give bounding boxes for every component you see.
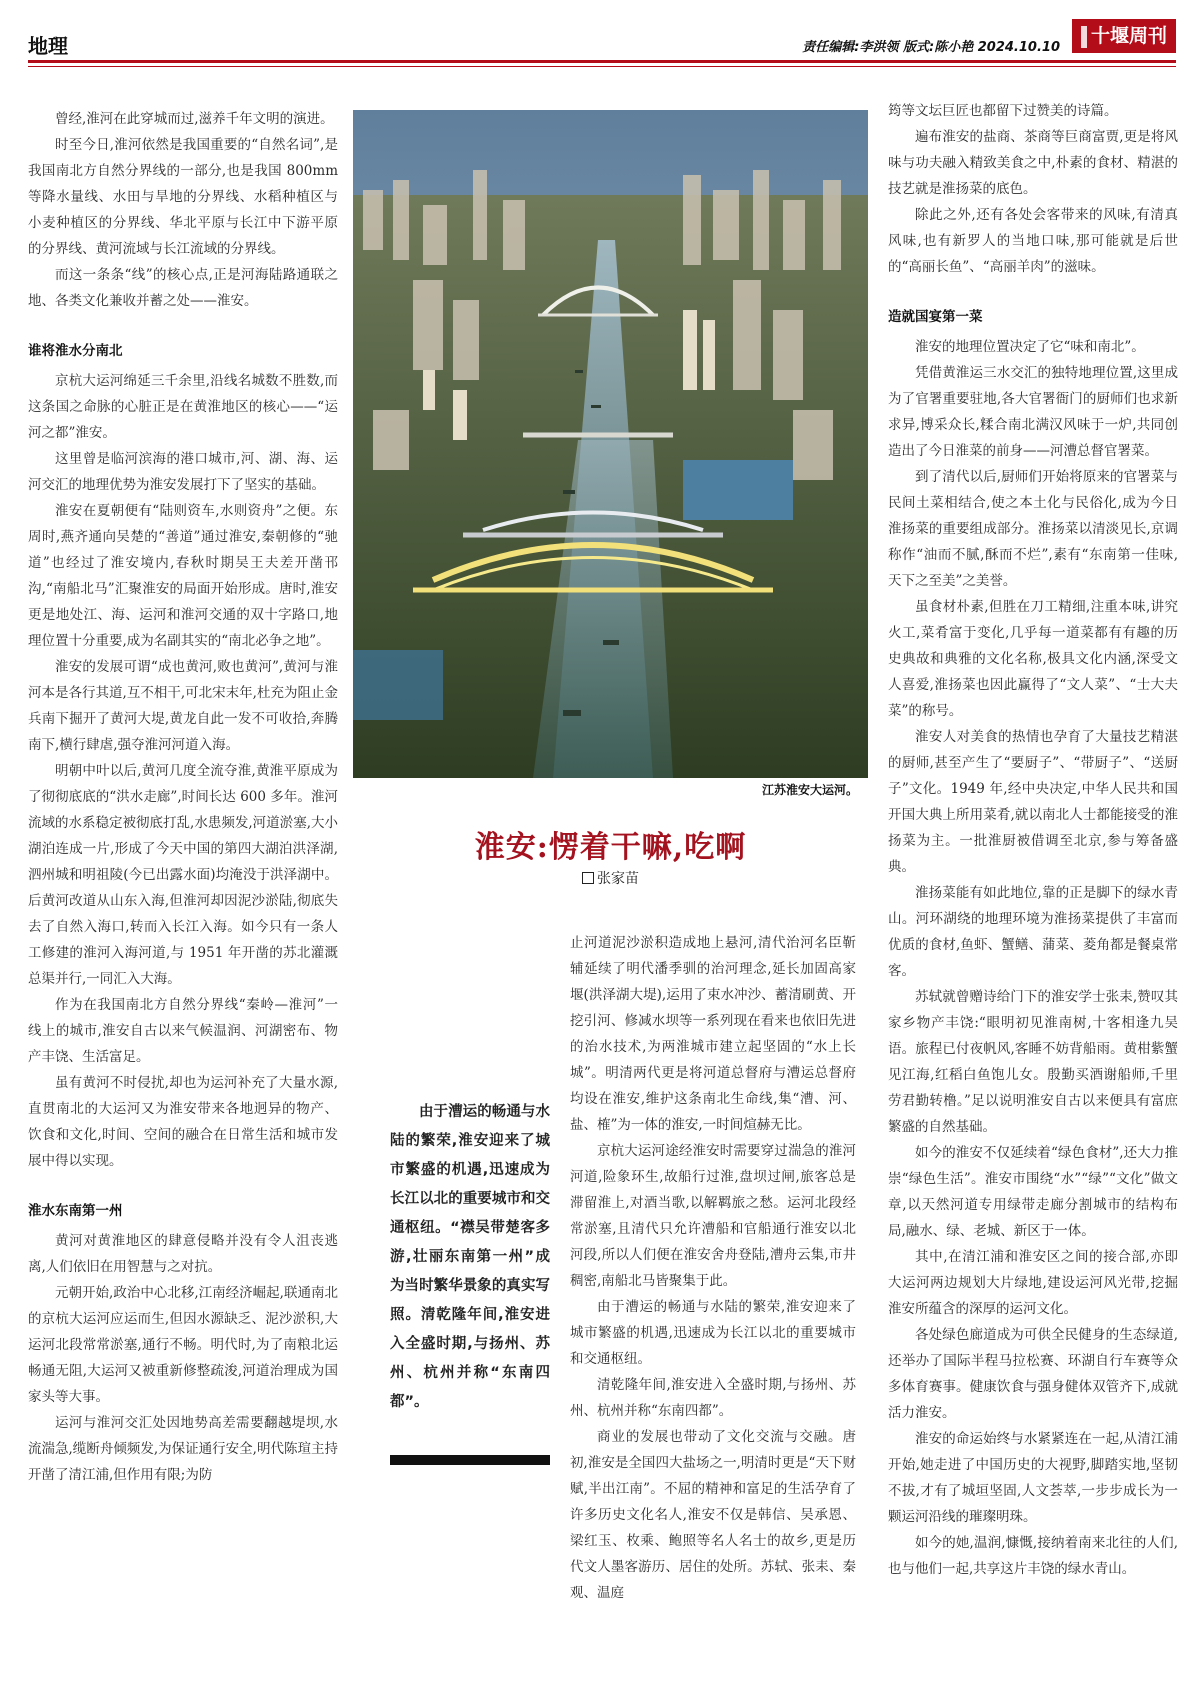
paragraph: 商业的发展也带动了文化交流与交融。唐初,淮安是全国四大盐场之一,明清时更是“天下财赋,半出江南”。不屈的精神和富足的生活孕育了许多历史文化名人,淮安不仅是韩信、吴承恩、梁红玉、枚乘、鲍照等名人名士的故乡,更是历代文人墨客游历、居住的处所。苏轼、张耒、秦观、温庭 [570, 1429, 856, 1601]
paragraph: 到了清代以后,厨师们开始将原来的官署菜与民间土菜相结合,使之本土化与民俗化,成为今日淮扬菜的重要组成部分。淮扬菜以清淡见长,京调称作“油而不腻,酥而不烂”,素有“东南第一佳味,天下之至美”之美誉。 [888, 469, 1178, 589]
pull-quote-rule [390, 1455, 550, 1465]
section-label: 地理 [28, 34, 68, 58]
column-left [28, 106, 338, 1696]
paragraph: 各处绿色廊道成为可供全民健身的生态绿道,还举办了国际半程马拉松赛、环湖自行车赛等众多体育赛事。健康饮食与强身健体双管齐下,成就活力淮安。 [888, 1327, 1178, 1421]
logo-mark-icon [1081, 26, 1087, 48]
paragraph: 淮扬菜能有如此地位,靠的正是脚下的绿水青山。河环湖绕的地理环境为淮扬菜提供了丰富而优质的食材,鱼虾、蟹鳝、蒲菜、菱角都是餐桌常客。 [888, 885, 1178, 979]
paragraph: 止河道泥沙淤积造成地上悬河,清代治河名臣靳辅延续了明代潘季驯的治河理念,延长加固高家堰(洪泽湖大堤),运用了束水冲沙、蓄清刷黄、开挖引河、修减水坝等一系列现在看来也依旧先进的治水技术,为两淮城市建立起坚固的“水上长城”。明清两代更是将河道总督府与漕运总督府均设在淮安,维护这条南北生命线,集“漕、河、盐、榷”为一体的淮安,一时间煊赫无比。 [570, 935, 856, 1133]
subheading: 造就国宴第一菜 [888, 309, 983, 325]
paragraph: 淮安的命运始终与水紧紧连在一起,从清江浦开始,她走进了中国历史的大视野,脚踏实地,坚韧不拔,才有了城垣坚固,人文荟萃,一步步成长为一颗运河沿线的璀璨明珠。 [888, 1431, 1178, 1525]
masthead-title: 十堰周刊 [1090, 25, 1167, 47]
author-name: 张家苗 [597, 871, 639, 887]
subheading: 谁将淮水分南北 [28, 343, 123, 359]
header-rule [28, 60, 1176, 63]
paragraph: 筠等文坛巨匠也都留下过赞美的诗篇。 [888, 103, 1118, 119]
paragraph: 凭借黄淮运三水交汇的独特地理位置,这里成为了官署重要驻地,各大官署衙门的厨师们也求新求异,博采众长,糅合南北满汉风味于一炉,共同创造出了今日淮菜的前身——河漕总督官署菜。 [888, 365, 1178, 459]
pull-quote [390, 1098, 550, 1417]
paragraph: 遍布淮安的盐商、茶商等巨商富贾,更是将风味与功夫融入精致美食之中,朴素的食材、精湛的技艺就是淮扬菜的底色。 [888, 129, 1178, 197]
column-right [888, 98, 1178, 1698]
paragraph: 而这一条条“线”的核心点,正是河海陆路通联之地、各类文化兼收并蓄之处——淮安。 [28, 267, 338, 309]
paragraph: 淮安的发展可谓“成也黄河,败也黄河”,黄河与淮河本是各行其道,互不相干,可北宋末年,杜充为阻止金兵南下掘开了黄河大堤,黄龙自此一发不可收拾,奔腾南下,横行肆虐,强夺淮河河道入海。 [28, 659, 338, 753]
paragraph: 曾经,淮河在此穿城而过,滋养千年文明的演进。 [55, 111, 334, 127]
paragraph: 淮安在夏朝便有“陆则资车,水则资舟”之便。东周时,燕齐通向吴楚的“善道”通过淮安,秦朝修的“驰道”也经过了淮安境内,春秋时期吴王夫差开凿邗沟,“南船北马”汇聚淮安的局面开始形成。唐时,淮安更是地处江、海、运河和淮河交通的双十字路口,地理位置十分重要,成为名副其实的“南北必争之地”。 [28, 503, 338, 649]
paragraph: 京杭大运河绵延三千余里,沿线名城数不胜数,而这条国之命脉的心脏正是在黄淮地区的核心——“运河之都”淮安。 [28, 373, 338, 441]
grand-canal-photo [353, 110, 868, 778]
editor-credits: 责任编辑:李洪领 版式:陈小艳 2024.10.10 [802, 40, 1060, 55]
paragraph: 淮安人对美食的热情也孕育了大量技艺精湛的厨师,甚至产生了“要厨子”、“带厨子”、“送厨子”文化。1949 年,经中央决定,中华人民共和国开国大典上所用菜肴,就以南北人士都能接受的淮扬菜为主。一批淮厨被借调至北京,参与筹备盛典。 [888, 729, 1178, 875]
paragraph: 虽食材朴素,但胜在刀工精细,注重本味,讲究火工,菜肴富于变化,几乎每一道菜都有有趣的历史典故和典雅的文化名称,极具文化内涵,深受文人喜爱,淮扬菜也因此赢得了“文人菜”、“士大夫菜”的称号。 [888, 599, 1178, 719]
column-middle [570, 930, 856, 1700]
paragraph: 运河与淮河交汇处因地势高差需要翻越堤坝,水流湍急,缆断舟倾频发,为保证通行安全,明代陈瑄主持开凿了清江浦,但作用有限;为防 [28, 1415, 338, 1483]
paragraph: 淮安的地理位置决定了它“味和南北”。 [915, 339, 1145, 355]
paragraph: 京杭大运河途经淮安时需要穿过湍急的淮河河道,险象环生,故船行过淮,盘坝过闸,旅客总是滞留淮上,对酒当歌,以解羁旅之愁。运河北段经常淤塞,且清代只允许漕船和官船通行淮安以北河段,所以人们便在淮安舍舟登陆,漕舟云集,市井稠密,南船北马皆聚集于此。 [570, 1143, 856, 1289]
byline [353, 868, 868, 888]
paragraph: 虽有黄河不时侵扰,却也为运河补充了大量水源,直贯南北的大运河又为淮安带来各地迥异的物产、饮食和文化,时间、空间的融合在日常生活和城市发展中得以实现。 [28, 1075, 338, 1169]
paragraph: 其中,在清江浦和淮安区之间的接合部,亦即大运河两边规划大片绿地,建设运河风光带,挖掘淮安所蕴含的深厚的运河文化。 [888, 1249, 1178, 1317]
header-rule-thin [28, 66, 1176, 67]
page-header [0, 0, 1200, 78]
author-box-icon [582, 872, 594, 884]
canal-aerial-illustration [353, 110, 868, 778]
paragraph: 作为在我国南北方自然分界线“秦岭—淮河”一线上的城市,淮安自古以来气候温润、河湖密布、物产丰饶、生活富足。 [28, 997, 338, 1065]
paragraph: 由于漕运的畅通与水陆的繁荣,淮安迎来了城市繁盛的机遇,迅速成为长江以北的重要城市和交通枢纽。 [570, 1299, 856, 1367]
article-title: 淮安:愣着干嘛,吃啊 [474, 830, 747, 865]
paragraph: 清乾隆年间,淮安进入全盛时期,与扬州、苏州、杭州并称“东南四都”。 [570, 1377, 856, 1419]
pull-quote-text: 由于漕运的畅通与水陆的繁荣,淮安迎来了城市繁盛的机遇,迅速成为长江以北的重要城市和交通枢纽。“襟吴带楚客多游,壮丽东南第一州”成为当时繁华景象的真实写照。清乾隆年间,淮安进入全盛时期,与扬州、苏州、杭州并称“东南四都”。 [390, 1104, 550, 1410]
paragraph: 黄河对黄淮地区的肆意侵略并没有令人沮丧逃离,人们依旧在用智慧与之对抗。 [28, 1233, 338, 1275]
photo-caption: 江苏淮安大运河。 [761, 783, 858, 797]
paragraph: 苏轼就曾赠诗给门下的淮安学士张耒,赞叹其家乡物产丰饶:“眼明初见淮南树,十客相逢九吴语。旅程已付夜帆风,客睡不妨背船雨。黄柑紫蟹见江海,红稻白鱼饱儿女。殷勤买酒谢船师,千里劳君勤转橹。”足以说明淮安自古以来便具有富庶繁盛的自然基础。 [888, 989, 1178, 1135]
masthead-logo [1072, 19, 1176, 53]
paragraph: 这里曾是临河滨海的港口城市,河、湖、海、运河交汇的地理优势为淮安发展打下了坚实的基础。 [28, 451, 338, 493]
paragraph: 除此之外,还有各处会客带来的风味,有清真风味,也有新罗人的当地口味,那可能就是后世的“高丽长鱼”、“高丽羊肉”的滋味。 [888, 207, 1178, 275]
paragraph: 明朝中叶以后,黄河几度全流夺淮,黄淮平原成为了彻彻底底的“洪水走廊”,时间长达 600 多年。淮河流域的水系稳定被彻底打乱,水患频发,河道淤塞,大小湖泊连成一片,形成了今天中国的第四大湖泊洪泽湖,泗州城和明祖陵(今已出露水面)均淹没于洪泽湖中。后黄河改道从山东入海,但淮河却因泥沙淤陆,彻底失去了自然入海口,转而入长江入海。如今只有一条人工修建的淮河入海河道,与 1951 年开凿的苏北灌溉总渠并行,一同汇入大海。 [28, 763, 338, 987]
paragraph: 元朝开始,政治中心北移,江南经济崛起,联通南北的京杭大运河应运而生,但因水源缺乏、泥沙淤积,大运河北段常常淤塞,通行不畅。明代时,为了南粮北运畅通无阻,大运河又被重新修整疏浚,河道治理成为国家头等大事。 [28, 1285, 338, 1405]
paragraph: 如今的她,温润,慷慨,接纳着南来北往的人们,也与他们一起,共享这片丰饶的绿水青山。 [888, 1535, 1178, 1577]
subheading: 淮水东南第一州 [28, 1203, 123, 1219]
paragraph: 时至今日,淮河依然是我国重要的“自然名词”,是我国南北方自然分界线的一部分,也是我国 800mm 等降水量线、水田与旱地的分界线、水稻种植区与小麦种植区的分界线、华北平原与长江中下游平原的分界线、黄河流域与长江流域的分界线。 [28, 137, 338, 257]
paragraph: 如今的淮安不仅延续着“绿色食材”,还大力推崇“绿色生活”。淮安市围绕“水”“绿”“文化”做文章,以天然河道专用绿带走廊分割城市的结构布局,融水、绿、老城、新区于一体。 [888, 1145, 1178, 1239]
